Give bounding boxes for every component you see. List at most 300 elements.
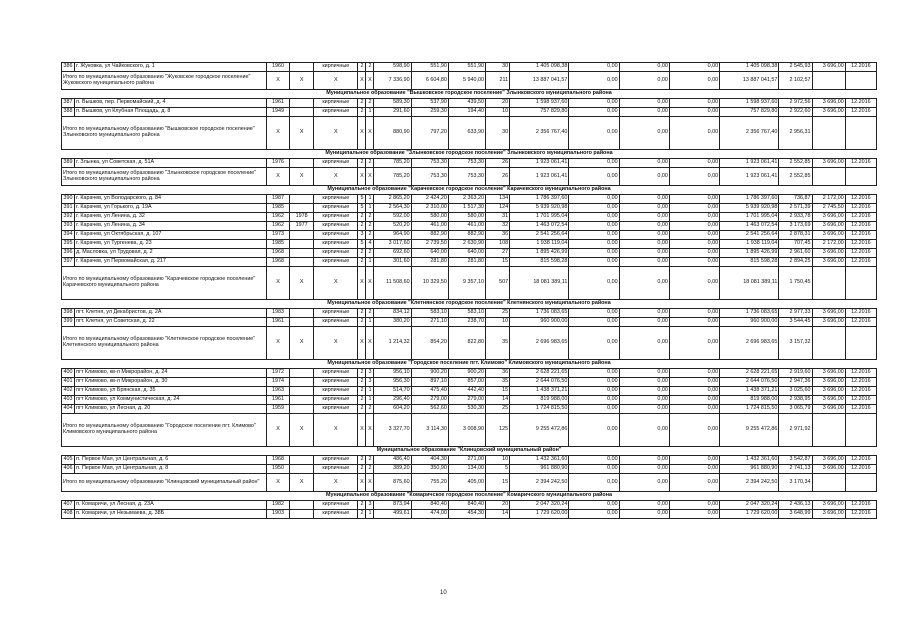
table-cell: 1 432 361,60 [720, 456, 779, 465]
table-cell: 1950 [267, 465, 290, 474]
table-cell: X [267, 117, 290, 150]
section-header-row [62, 150, 877, 159]
table-cell: 3 327,70 [374, 414, 411, 447]
table-cell: 2 [366, 99, 374, 108]
table-cell: 537,90 [411, 99, 448, 108]
table-cell: 20 [486, 501, 510, 510]
table-cell: 1 [366, 318, 374, 327]
table-cell: 0,00 [569, 474, 619, 492]
table-cell: 2 947,36 [779, 378, 812, 387]
table-cell: 0,00 [619, 108, 669, 117]
table-cell: 3 696,00 [812, 456, 845, 465]
table-cell: 9 357,10 [448, 267, 485, 300]
table-cell: 3 696,00 [812, 510, 845, 519]
table-cell: 2 172,00 [812, 240, 845, 249]
table-cell: 7 336,90 [374, 72, 411, 90]
table-cell: X [290, 267, 314, 300]
table-cell: 755,20 [411, 474, 448, 492]
table-cell: 1 214,32 [374, 327, 411, 360]
table-cell: 3 696,00 [812, 213, 845, 222]
table-cell: 3 [366, 378, 374, 387]
table-cell: 875,60 [374, 474, 411, 492]
table-cell [290, 387, 314, 396]
table-cell: 562,60 [411, 405, 448, 414]
table-cell: 1968 [267, 258, 290, 267]
table-cell: 30 [486, 117, 510, 150]
table-cell: 873,94 [374, 501, 411, 510]
table-cell: X [267, 474, 290, 492]
table-cell: 3 696,00 [812, 231, 845, 240]
table-cell: 403 [62, 396, 75, 405]
table-cell: 134 [486, 195, 510, 204]
table-cell: 1903 [267, 510, 290, 519]
table-cell: 9 255 472,86 [510, 414, 569, 447]
table-cell: 27 [486, 249, 510, 258]
table-cell: 5 939 920,98 [510, 204, 569, 213]
table-cell: X [358, 327, 366, 360]
table-cell: 3 648,99 [779, 510, 812, 519]
table-cell: 0,00 [569, 267, 619, 300]
table-cell: 2 894,25 [779, 258, 812, 267]
table-cell: 2 644 076,50 [510, 378, 569, 387]
table-cell: 1 517,30 [448, 204, 485, 213]
table-row [62, 159, 877, 168]
table-cell: X [267, 168, 290, 186]
table-cell: 1949 [267, 108, 290, 117]
table-cell: п. Первое Мая, ул Центральная, д. 8 [75, 465, 267, 474]
section-title: Муниципальное образование "Злынковское городское поселение" Злынковского муниципального района [62, 150, 877, 159]
table-cell: 12.2016 [845, 249, 876, 258]
table-cell: 0,00 [569, 213, 619, 222]
table-cell: 1 438 371,21 [510, 387, 569, 396]
table-cell: 10 [486, 108, 510, 117]
table-cell: 0,00 [569, 63, 619, 72]
table-cell: 1985 [267, 240, 290, 249]
table-cell: 2 541 256,64 [720, 231, 779, 240]
table-cell: 580,00 [448, 213, 485, 222]
table-cell: X [358, 168, 366, 186]
subtotal-label: Итого по муниципальному образованию "Городское поселение пгт. Климово" Климовского муниципального района [62, 414, 267, 447]
table-cell: 2 938,95 [779, 396, 812, 405]
table-cell: 0,00 [669, 396, 719, 405]
table-cell: 1987 [267, 195, 290, 204]
table-cell: 2 [358, 63, 366, 72]
table-cell: 12.2016 [845, 63, 876, 72]
table-cell: 3 696,00 [812, 378, 845, 387]
table-cell: 14 [486, 510, 510, 519]
table-cell: кирпичные [314, 309, 358, 318]
table-cell: 1 [366, 108, 374, 117]
table-cell: 0,00 [569, 168, 619, 186]
table-cell: 2 [358, 249, 366, 258]
table-cell: 0,00 [669, 510, 719, 519]
table-cell: 0,00 [619, 231, 669, 240]
table-cell: 753,30 [411, 159, 448, 168]
table-cell: 3 696,00 [812, 99, 845, 108]
table-cell: 2 436,13 [779, 501, 812, 510]
table-cell: 18 081 389,11 [720, 267, 779, 300]
table-cell: кирпичные [314, 240, 358, 249]
table-cell: 0,00 [569, 378, 619, 387]
table-row [62, 258, 877, 267]
table-cell: 2 [358, 369, 366, 378]
table-cell: 1 938 119,04 [720, 240, 779, 249]
table-cell: 2 102,57 [779, 72, 812, 90]
table-cell: 1 729 620,00 [720, 510, 779, 519]
table-cell: 2 977,33 [779, 309, 812, 318]
table-cell: 1 724 815,50 [720, 405, 779, 414]
table-cell: 0,00 [669, 63, 719, 72]
table-cell: 0,00 [669, 108, 719, 117]
table-cell: 900,20 [448, 369, 485, 378]
subtotal-label: Итого по муниципальному образованию "Злынковское городское поселение" Злынковского муниципального района [62, 168, 267, 186]
table-cell: X [290, 168, 314, 186]
table-cell: X [267, 327, 290, 360]
table-cell: 14 [486, 396, 510, 405]
table-cell: 3 544,45 [779, 318, 812, 327]
table-cell: 12.2016 [845, 405, 876, 414]
table-cell: 35 [486, 378, 510, 387]
table-cell: 956,10 [374, 369, 411, 378]
table-cell: 3 696,00 [812, 108, 845, 117]
table-cell: 757 829,80 [720, 108, 779, 117]
table-cell: 736,87 [779, 195, 812, 204]
table-cell: 1961 [267, 99, 290, 108]
table-cell: 36 [486, 231, 510, 240]
table-cell: 499,61 [374, 510, 411, 519]
table-cell: 281,80 [411, 258, 448, 267]
table-cell: 0,00 [669, 501, 719, 510]
table-cell: 964,90 [374, 231, 411, 240]
table-cell: 404,30 [411, 456, 448, 465]
table-cell: 822,80 [448, 327, 485, 360]
section-header-row [62, 186, 877, 195]
table-cell: г. Карачев, ул Ленина, д. 34 [75, 222, 267, 231]
table-cell: 380,20 [374, 318, 411, 327]
table-cell: 0,00 [619, 396, 669, 405]
table-cell: 15 [486, 387, 510, 396]
table-cell: 12.2016 [845, 213, 876, 222]
table-cell: 819 988,00 [720, 396, 779, 405]
subtotal-label: Итого по муниципальному образованию "Клетнянское городское поселение" Клетнянского муниципального района [62, 327, 267, 360]
table-cell: кирпичные [314, 396, 358, 405]
table-cell: 1 432 361,60 [510, 456, 569, 465]
section-title: Муниципальное образование "Комаричское городское поселение" Комаричского муниципального района [62, 492, 877, 501]
table-cell: 405,00 [448, 474, 485, 492]
table-cell: 124 [486, 204, 510, 213]
table-cell: 12.2016 [845, 159, 876, 168]
table-cell: 2 552,85 [779, 168, 812, 186]
table-cell: 0,00 [619, 63, 669, 72]
table-cell: 3 173,69 [779, 222, 812, 231]
table-cell: кирпичные [314, 501, 358, 510]
table-cell [845, 168, 876, 186]
table-cell: 1959 [267, 405, 290, 414]
table-cell: 12.2016 [845, 396, 876, 405]
table-cell: 3 696,00 [812, 258, 845, 267]
table-cell: 1 405 098,38 [720, 63, 779, 72]
table-cell: 819 988,00 [510, 396, 569, 405]
table-cell [290, 318, 314, 327]
table-cell [812, 414, 845, 447]
table-cell: кирпичные [314, 387, 358, 396]
table-cell: 279,00 [411, 396, 448, 405]
table-cell: 3 696,00 [812, 396, 845, 405]
table-cell: 2 [366, 231, 374, 240]
table-cell: 0,00 [669, 405, 719, 414]
table-cell: г. Карачев, ул Ленина, д. 32 [75, 213, 267, 222]
table-cell: 815 598,28 [720, 258, 779, 267]
table-cell: 0,00 [669, 222, 719, 231]
table-cell: 1 895 426,99 [720, 249, 779, 258]
table-cell: 279,00 [448, 396, 485, 405]
table-cell: 2 [366, 222, 374, 231]
table-cell: X [314, 117, 358, 150]
table-cell: 0,00 [669, 258, 719, 267]
table-cell: 2 [358, 99, 366, 108]
table-cell: 753,30 [448, 168, 485, 186]
table-cell: кирпичные [314, 159, 358, 168]
table-cell: 31 [486, 213, 510, 222]
table-cell: 1 598 937,60 [720, 99, 779, 108]
table-cell: 0,00 [619, 195, 669, 204]
table-cell: 486,40 [374, 456, 411, 465]
table-cell: 350,90 [411, 465, 448, 474]
table-cell: 390 [62, 195, 75, 204]
table-row [62, 405, 877, 414]
table-cell [812, 327, 845, 360]
table-cell: 1961 [267, 318, 290, 327]
section-title: Муниципальное образование "Вышковское городское поселение" Злынковского муниципального района [62, 90, 877, 99]
table-cell: 407 [62, 501, 75, 510]
table-cell: 583,10 [448, 309, 485, 318]
table-cell: г. Карачев, ул Горького, д. 19А [75, 204, 267, 213]
table-cell: кирпичные [314, 231, 358, 240]
table-cell [845, 474, 876, 492]
table-cell: 3 008,90 [448, 414, 485, 447]
table-cell: 3 [366, 501, 374, 510]
table-cell: 0,00 [669, 117, 719, 150]
table-cell: 854,20 [411, 327, 448, 360]
table-cell: 2 [358, 405, 366, 414]
table-cell: 2 [358, 108, 366, 117]
table-cell: кирпичные [314, 258, 358, 267]
table-cell: 12.2016 [845, 456, 876, 465]
table-cell [290, 108, 314, 117]
table-row [62, 63, 877, 72]
table-cell: 2 394 242,50 [720, 474, 779, 492]
table-cell: п. Комаричи, ул Лесная, д. 23А [75, 501, 267, 510]
table-cell: 2 541 256,64 [510, 231, 569, 240]
table-cell: 0,00 [619, 510, 669, 519]
table-cell: 1968 [267, 249, 290, 258]
table-cell: 11 508,60 [374, 267, 411, 300]
table-cell: 1 923 061,41 [510, 159, 569, 168]
table-cell: 0,00 [669, 474, 719, 492]
table-cell: 0,00 [569, 387, 619, 396]
table-cell: 2 [358, 213, 366, 222]
table-cell: 2 [358, 501, 366, 510]
table-cell: 897,10 [411, 378, 448, 387]
table-cell [290, 249, 314, 258]
table-cell: 3 [358, 231, 366, 240]
table-row [62, 231, 877, 240]
table-cell: 1 463 072,54 [720, 222, 779, 231]
table-cell: 840,40 [448, 501, 485, 510]
table-cell: 0,00 [619, 249, 669, 258]
table-cell: 2 [366, 213, 374, 222]
table-cell: кирпичные [314, 213, 358, 222]
table-cell: 3 065,79 [779, 405, 812, 414]
table-cell: 402 [62, 387, 75, 396]
section-header-row [62, 300, 877, 309]
table-cell: 12.2016 [845, 510, 876, 519]
table-cell [812, 474, 845, 492]
table-cell: 0,00 [669, 369, 719, 378]
table-cell: 12.2016 [845, 501, 876, 510]
table-cell: X [267, 267, 290, 300]
table-cell: 30 [486, 63, 510, 72]
table-cell: 12.2016 [845, 378, 876, 387]
table-cell: 0,00 [619, 168, 669, 186]
table-cell: пгт Климово, ул Лесная, д. 20 [75, 405, 267, 414]
table-cell: 5 939 920,98 [720, 204, 779, 213]
table-cell: 2 [366, 456, 374, 465]
table-cell: 0,00 [619, 267, 669, 300]
table-cell: 10 [486, 318, 510, 327]
table-cell: 797,20 [411, 117, 448, 150]
table-cell: 10 [486, 456, 510, 465]
table-cell: 0,00 [619, 465, 669, 474]
table-cell: 1 786 397,60 [720, 195, 779, 204]
table-cell [290, 159, 314, 168]
table-cell: 580,00 [411, 213, 448, 222]
table-cell: 35 [486, 327, 510, 360]
table-cell: 960 900,00 [510, 318, 569, 327]
table-cell: 3 696,00 [812, 318, 845, 327]
table-cell: 1974 [267, 378, 290, 387]
table-cell: 2 628 221,65 [720, 369, 779, 378]
table-cell: 1 598 937,60 [510, 99, 569, 108]
table-cell: X [314, 72, 358, 90]
table-cell [290, 204, 314, 213]
table-cell: 2 865,20 [374, 195, 411, 204]
table-cell: 211 [486, 72, 510, 90]
table-cell: 2 [358, 318, 366, 327]
table-cell: 1 923 061,41 [720, 159, 779, 168]
table-cell: 1 895 426,99 [510, 249, 569, 258]
table-cell: 3 542,87 [779, 456, 812, 465]
table-cell [290, 240, 314, 249]
table-cell: 0,00 [669, 387, 719, 396]
subtotal-row [62, 267, 877, 300]
table-cell: 6 604,80 [411, 72, 448, 90]
table-cell: 0,00 [569, 258, 619, 267]
table-cell: 26 [486, 159, 510, 168]
section-title: Муниципальное образование "Городское поселение пгт. Климово" Климовского муниципального района [62, 360, 877, 369]
table-cell: 961 880,90 [720, 465, 779, 474]
table-cell: X [358, 267, 366, 300]
table-cell: 633,90 [448, 117, 485, 150]
table-cell: 12.2016 [845, 387, 876, 396]
table-cell: пгт. Клетня, ул Советская, д. 22 [75, 318, 267, 327]
table-cell: X [290, 327, 314, 360]
table-cell: 0,00 [669, 414, 719, 447]
table-cell: 125 [486, 414, 510, 447]
table-cell: 1 701 995,04 [720, 213, 779, 222]
table-cell: 507 [486, 267, 510, 300]
table-cell: 2 878,31 [779, 231, 812, 240]
table-cell: 2 172,00 [812, 195, 845, 204]
table-cell: кирпичные [314, 318, 358, 327]
table-cell [845, 267, 876, 300]
table-cell: 2 933,78 [779, 213, 812, 222]
table-cell [290, 405, 314, 414]
table-cell: 1960 [267, 63, 290, 72]
table-cell: 406 [62, 465, 75, 474]
table-cell: 0,00 [569, 249, 619, 258]
table-cell: 1961 [267, 396, 290, 405]
table-cell: 2 545,93 [779, 63, 812, 72]
table-cell: 589,30 [374, 99, 411, 108]
table-cell: 0,00 [569, 396, 619, 405]
table-cell [290, 99, 314, 108]
section-header-row [62, 360, 877, 369]
table-cell: 1 701 995,04 [510, 213, 569, 222]
table-cell: 0,00 [569, 414, 619, 447]
table-cell: 2 739,50 [411, 240, 448, 249]
table-cell: 2 696 983,65 [720, 327, 779, 360]
table-cell: 1 938 119,04 [510, 240, 569, 249]
table-cell: 0,00 [619, 474, 669, 492]
table-cell: 0,00 [619, 369, 669, 378]
table-cell: пгт Климово, кв-л Микрорайон, д. 24 [75, 369, 267, 378]
table-cell: 461,00 [411, 222, 448, 231]
table-row [62, 99, 877, 108]
table-cell: X [267, 414, 290, 447]
table-row [62, 249, 877, 258]
table-cell: 281,80 [448, 258, 485, 267]
section-header-row [62, 90, 877, 99]
table-cell: кирпичные [314, 63, 358, 72]
table-cell: 394 [62, 231, 75, 240]
table-cell: 0,00 [569, 159, 619, 168]
table-cell: X [314, 327, 358, 360]
table-cell: 0,00 [569, 117, 619, 150]
table-cell: 301,60 [374, 258, 411, 267]
table-cell: 0,00 [569, 465, 619, 474]
table-cell: 0,00 [569, 501, 619, 510]
table-cell: 0,00 [619, 327, 669, 360]
table-cell: 0,00 [569, 72, 619, 90]
table-cell [812, 267, 845, 300]
table-cell: 2 394 242,50 [510, 474, 569, 492]
table-cell: 386 [62, 63, 75, 72]
table-cell: г. Карачев, ул Первомайская, д. 217 [75, 258, 267, 267]
table-cell: 1 736 083,65 [510, 309, 569, 318]
table-cell: X [314, 267, 358, 300]
table-cell: 757 829,80 [510, 108, 569, 117]
table-cell: 395 [62, 240, 75, 249]
table-row [62, 378, 877, 387]
table-cell: X [366, 414, 374, 447]
table-cell: 2 047 320,24 [510, 501, 569, 510]
table-cell [290, 501, 314, 510]
table-cell: 387 [62, 99, 75, 108]
table-cell: 0,00 [569, 108, 619, 117]
table-cell: 2 696 983,65 [510, 327, 569, 360]
table-cell: 401 [62, 378, 75, 387]
